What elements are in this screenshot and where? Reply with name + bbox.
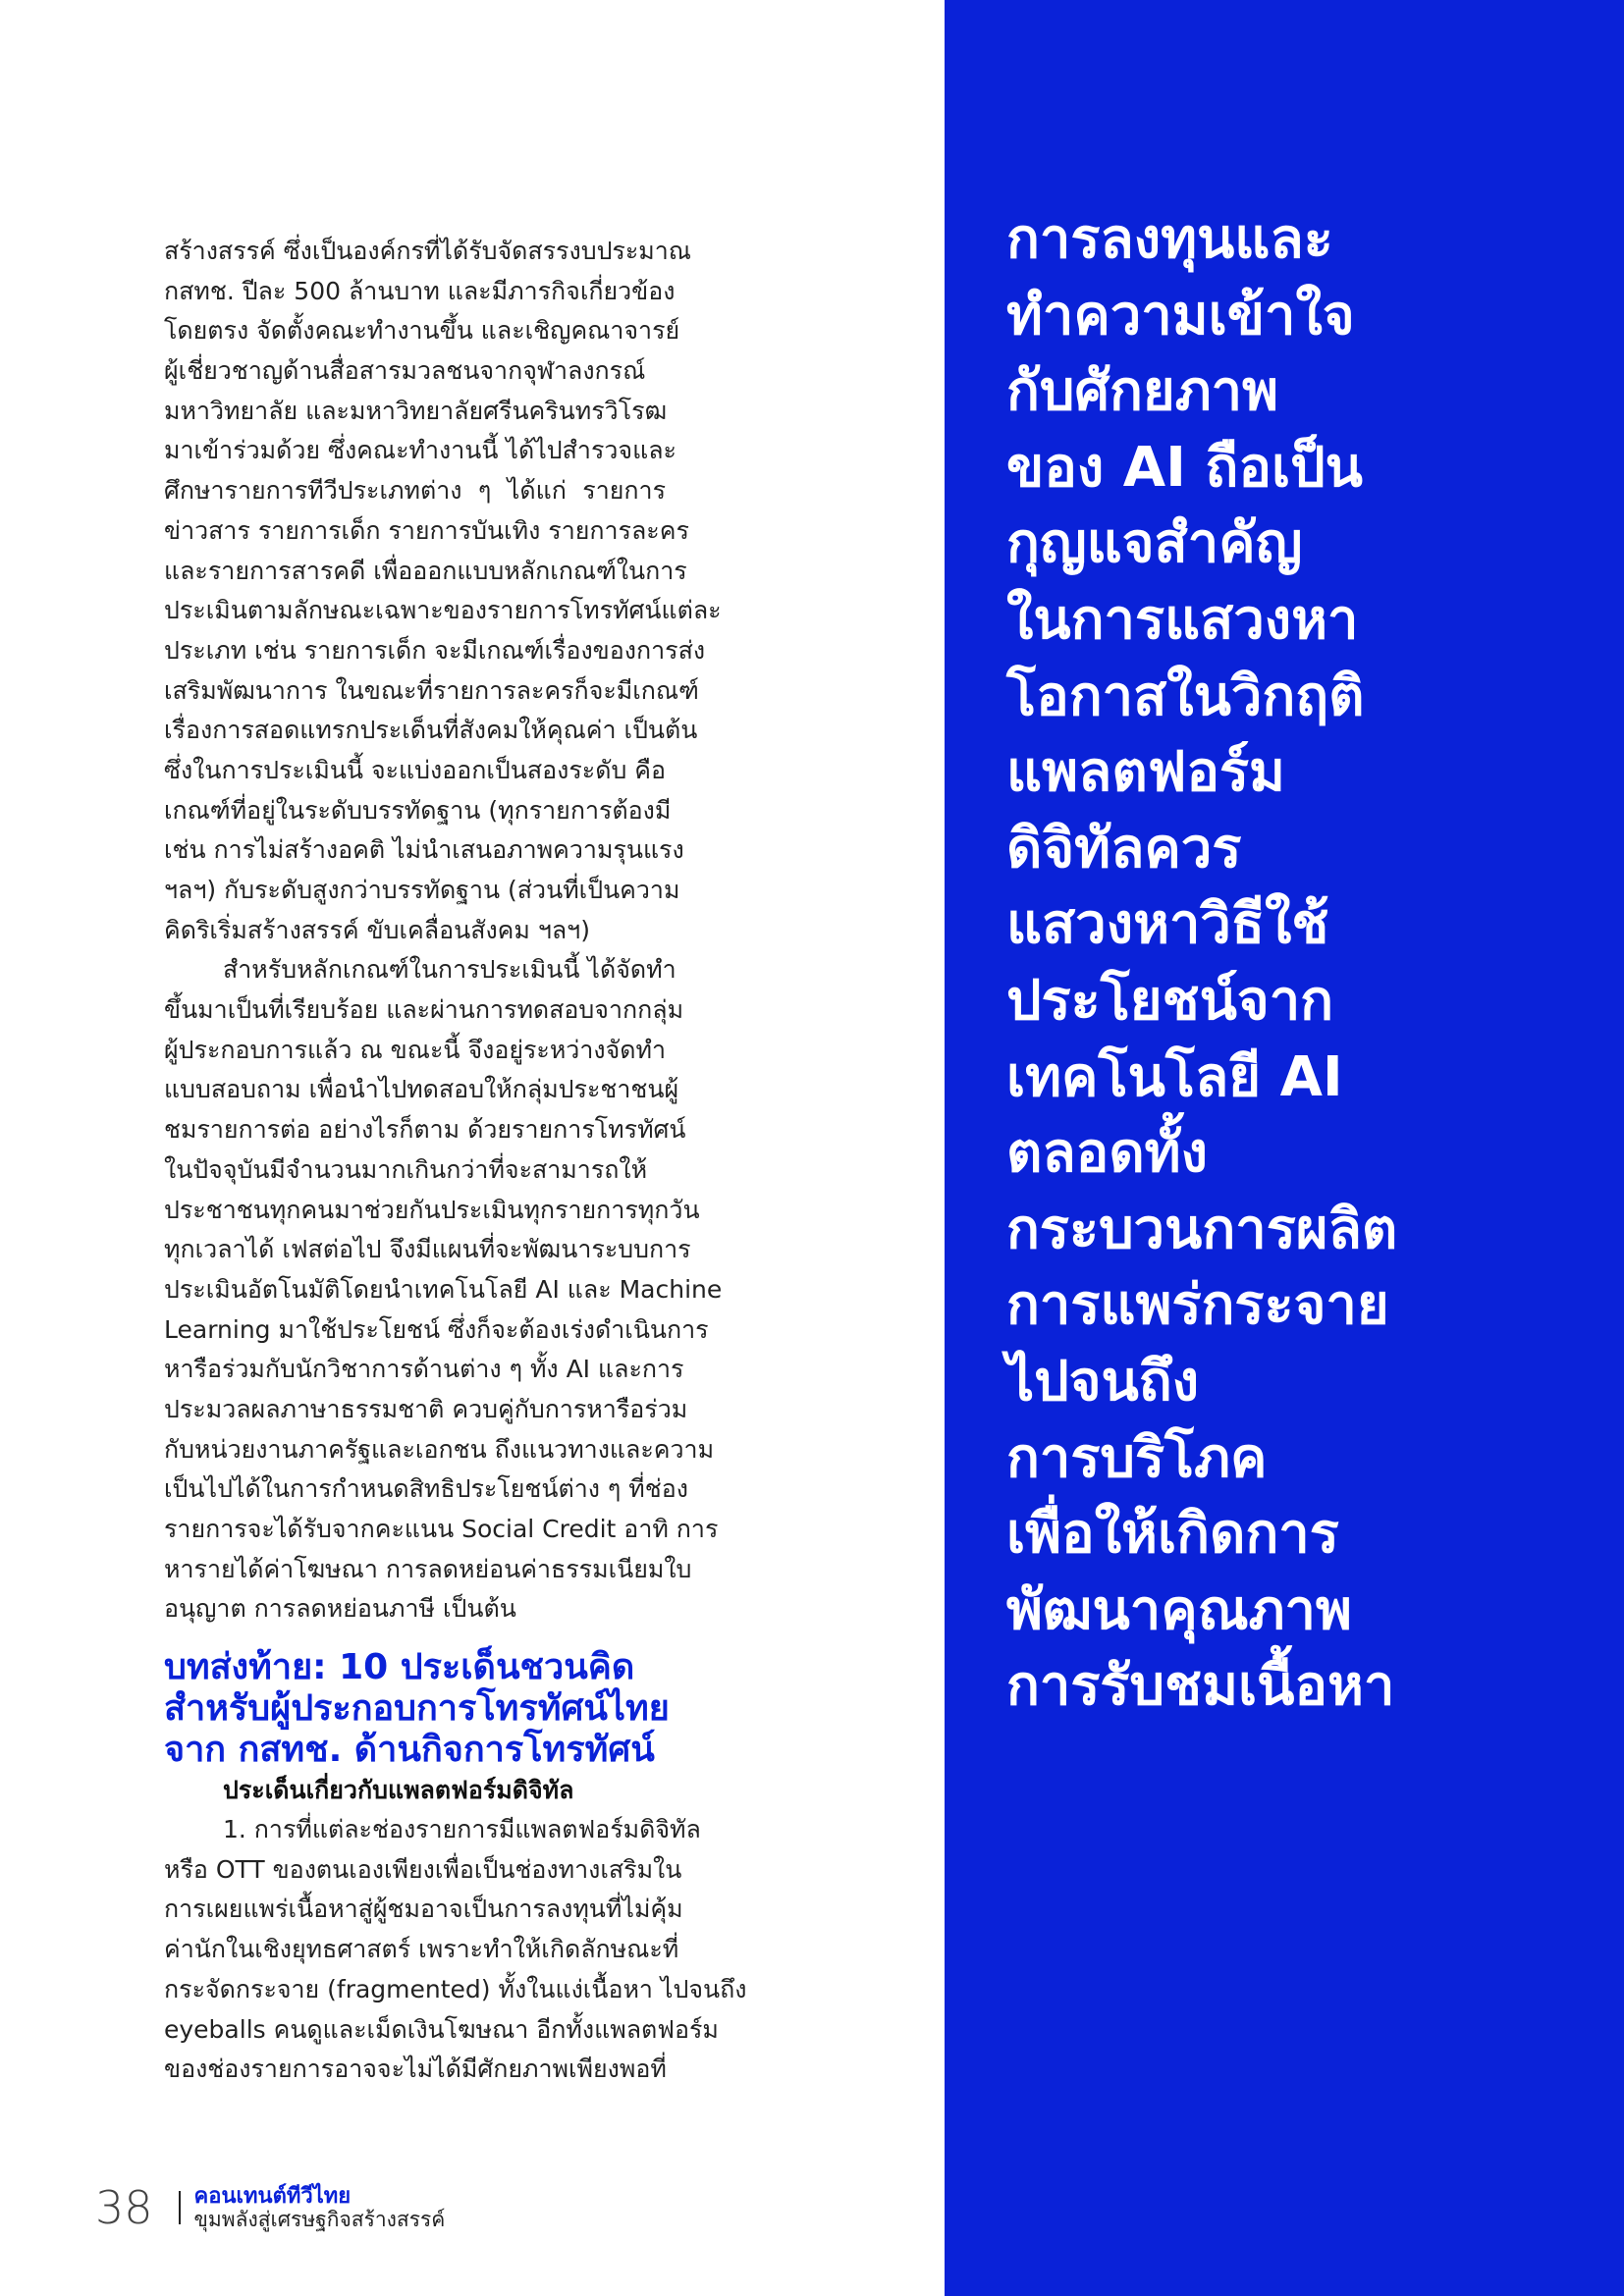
paragraph-1 bbox=[164, 232, 722, 950]
footer-divider bbox=[179, 2191, 181, 2224]
pull-quote-line: แสวงหาวิธีใช้ bbox=[1006, 892, 1329, 957]
text-line: ซึ่งในการประเมินนี้ จะแบ่งออกเป็นสองระดับ คือ bbox=[164, 755, 667, 784]
pull-quote-line: โอกาสในวิกฤติ bbox=[1006, 664, 1365, 728]
text-line: มหาวิทยาลัย และมหาวิทยาลัยศรีนครินทรวิโรฒ bbox=[164, 396, 668, 425]
text-line: เป็นไปได้ในการกำหนดสิทธิประโยชน์ต่าง ๆ ที่ช่อง bbox=[164, 1474, 688, 1504]
text-line: ประเมินอัตโนมัติโดยนำเทคโนโลยี AI และ Machine bbox=[164, 1274, 723, 1304]
section-heading-line: จาก กสทช. ด้านกิจการโทรทัศน์ bbox=[164, 1730, 655, 1771]
pull-quote-line: กุญแจสำคัญ bbox=[1006, 511, 1303, 576]
text-line: ประชาชนทุกคนมาช่วยกันประเมินทุกรายการทุกวัน bbox=[164, 1195, 700, 1224]
pull-quote-line: กระบวนการผลิต bbox=[1006, 1197, 1398, 1261]
pull-quote-line: ในการแสวงหา bbox=[1006, 587, 1359, 652]
text-line: เช่น การไม่สร้างอคติ ไม่นำเสนอภาพความรุนแรง bbox=[164, 835, 684, 865]
paragraph-2 bbox=[164, 950, 723, 1629]
pull-quote-line: การบริโภค bbox=[1006, 1425, 1268, 1490]
text-line: กระจัดกระจาย (fragmented) ทั้งในแง่เนื้อหา ไปจนถึง bbox=[164, 1974, 747, 2003]
pull-quote-line: พัฒนาคุณภาพ bbox=[1006, 1577, 1352, 1642]
text-line: และรายการสารคดี เพื่อออกแบบหลักเกณฑ์ในการ bbox=[164, 556, 687, 585]
text-line: ของช่องรายการอาจจะไม่ได้มีศักยภาพเพียงพอที่ bbox=[164, 2055, 667, 2084]
text-line: มาเข้าร่วมด้วย ซึ่งคณะทำงานนี้ ได้ไปสำรวจและ bbox=[164, 436, 677, 465]
pull-quote-line: เพื่อให้เกิดการ bbox=[1006, 1502, 1339, 1567]
section-heading-line: บทส่งท้าย: 10 ประเด็นชวนคิด bbox=[164, 1647, 635, 1688]
page-footer bbox=[95, 2181, 445, 2234]
text-line: ผู้ประกอบการแล้ว ณ ขณะนี้ จึงอยู่ระหว่างจัดทำ bbox=[164, 1035, 666, 1064]
text-line: สร้างสรรค์ ซึ่งเป็นองค์กรที่ได้รับจัดสรรงบประมาณ bbox=[164, 237, 691, 265]
pull-quote-line: ไปจนถึง bbox=[1006, 1349, 1200, 1414]
pull-quote-panel bbox=[945, 0, 1624, 2296]
subheading: ประเด็นเกี่ยวกับแพลตฟอร์มดิจิทัล bbox=[223, 1776, 574, 1805]
text-line: หรือ OTT ของตนเองเพียงเพื่อเป็นช่องทางเสริมใน bbox=[164, 1854, 682, 1884]
section-heading bbox=[164, 1647, 670, 1771]
text-line: สำหรับหลักเกณฑ์ในการประเมินนี้ ได้จัดทำ bbox=[223, 955, 677, 985]
publication-title: คอนเทนต์ทีวีไทย bbox=[193, 2184, 352, 2209]
text-line: คิดริเริ่มสร้างสรรค์ ขับเคลื่อนสังคม ฯลฯ) bbox=[164, 915, 590, 944]
text-line: ในปัจจุบันมีจำนวนมากเกินกว่าที่จะสามารถให้ bbox=[164, 1154, 648, 1184]
text-line: ศึกษารายการทีวีประเภทต่าง ๆ ได้แก่ รายการ bbox=[164, 476, 666, 506]
text-line: eyeballs คนดูและเม็ดเงินโฆษณา อีกทั้งแพลตฟอร์ม bbox=[164, 2014, 719, 2044]
pull-quote-line: ตลอดทั้ง bbox=[1006, 1121, 1208, 1186]
text-line: กสทช. ปีละ 500 ล้านบาท และมีภารกิจเกี่ยวข้อง bbox=[164, 276, 676, 305]
pull-quote bbox=[1006, 201, 1397, 1725]
section-heading-line: สำหรับผู้ประกอบการโทรทัศน์ไทย bbox=[164, 1688, 670, 1730]
pull-quote-line: การรับชมเนื้อหา bbox=[1006, 1654, 1395, 1719]
pull-quote-line: แพลตฟอร์ม bbox=[1006, 740, 1285, 805]
text-line: ชมรายการต่อ อย่างไรก็ตาม ด้วยรายการโทรทัศน์ bbox=[164, 1115, 686, 1145]
text-line: ทุกเวลาได้ เฟสต่อไป จึงมีแผนที่จะพัฒนาระบบการ bbox=[164, 1235, 691, 1264]
pull-quote-line: การลงทุนและ bbox=[1006, 207, 1333, 271]
pull-quote-line: ประโยชน์จาก bbox=[1006, 968, 1334, 1033]
body-column bbox=[164, 232, 747, 2090]
text-line: เสริมพัฒนาการ ในขณะที่รายการละครก็จะมีเกณฑ์ bbox=[164, 675, 699, 705]
pull-quote-line: เทคโนโลยี AI bbox=[1006, 1044, 1343, 1109]
pull-quote-line: การแพร่กระจาย bbox=[1006, 1273, 1389, 1338]
text-line: ค่านักในเชิงยุทธศาสตร์ เพราะทำให้เกิดลักษณะที่ bbox=[164, 1935, 679, 1964]
text-line: 1. การที่แต่ละช่องรายการมีแพลตฟอร์มดิจิทัล bbox=[223, 1815, 701, 1844]
text-line: ประเมินตามลักษณะเฉพาะของรายการโทรทัศน์แต่ละ bbox=[164, 596, 722, 625]
text-line: เรื่องการสอดแทรกประเด็นที่สังคมให้คุณค่า เป็นต้น bbox=[164, 716, 698, 745]
text-line: เกณฑ์ที่อยู่ในระดับบรรทัดฐาน (ทุกรายการต้องมี bbox=[164, 795, 672, 825]
text-line: รายการจะได้รับจากคะแนน Social Credit อาทิ การ bbox=[164, 1515, 719, 1543]
text-line: แบบสอบถาม เพื่อนำไปทดสอบให้กลุ่มประชาชนผู้ bbox=[164, 1075, 679, 1104]
text-line: ข่าวสาร รายการเด็ก รายการบันเทิง รายการละคร bbox=[164, 515, 689, 545]
page-number: 38 bbox=[95, 2181, 153, 2234]
text-line: หารือร่วมกับนักวิชาการด้านต่าง ๆ ทั้ง AI และการ bbox=[164, 1355, 684, 1384]
text-line: Learning มาใช้ประโยชน์ ซึ่งก็จะต้องเร่งดำเนินการ bbox=[164, 1314, 709, 1344]
text-line: ขึ้นมาเป็นที่เรียบร้อย และผ่านการทดสอบจากกลุ่ม bbox=[164, 995, 684, 1025]
text-line: กับหน่วยงานภาครัฐและเอกชน ถึงแนวทางและความ bbox=[164, 1434, 715, 1464]
publication-subtitle: ขุมพลังสู่เศรษฐกิจสร้างสรรค์ bbox=[193, 2208, 446, 2231]
pull-quote-line: ของ AI ถือเป็น bbox=[1006, 435, 1363, 500]
pull-quote-line: กับศักยภาพ bbox=[1006, 359, 1278, 424]
text-line: ผู้เชี่ยวชาญด้านสื่อสารมวลชนจากจุฬาลงกรณ์ bbox=[164, 356, 646, 386]
text-line: โดยตรง จัดตั้งคณะทำงานขึ้น และเชิญคณาจารย์ bbox=[164, 316, 680, 346]
pull-quote-line: ดิจิทัลควร bbox=[1006, 816, 1242, 881]
text-line: ฯลฯ) กับระดับสูงกว่าบรรทัดฐาน (ส่วนที่เป็นความ bbox=[164, 876, 680, 904]
text-line: ประเภท เช่น รายการเด็ก จะมีเกณฑ์เรื่องของการส่ง bbox=[164, 635, 706, 665]
text-line: อนุญาต การลดหย่อนภาษี เป็นต้น bbox=[164, 1594, 516, 1624]
text-line: การเผยแพร่เนื้อหาสู่ผู้ชมอาจเป็นการลงทุนที่ไม่คุ้ม bbox=[164, 1895, 683, 1924]
text-line: ประมวลผลภาษาธรรมชาติ ควบคู่กับการหารือร่วม bbox=[164, 1394, 688, 1423]
paragraph-3 bbox=[164, 1810, 747, 2090]
pull-quote-line: ทำความเข้าใจ bbox=[1006, 283, 1355, 347]
text-line: หารายได้ค่าโฆษณา การลดหย่อนค่าธรรมเนียมใบ bbox=[164, 1554, 692, 1583]
